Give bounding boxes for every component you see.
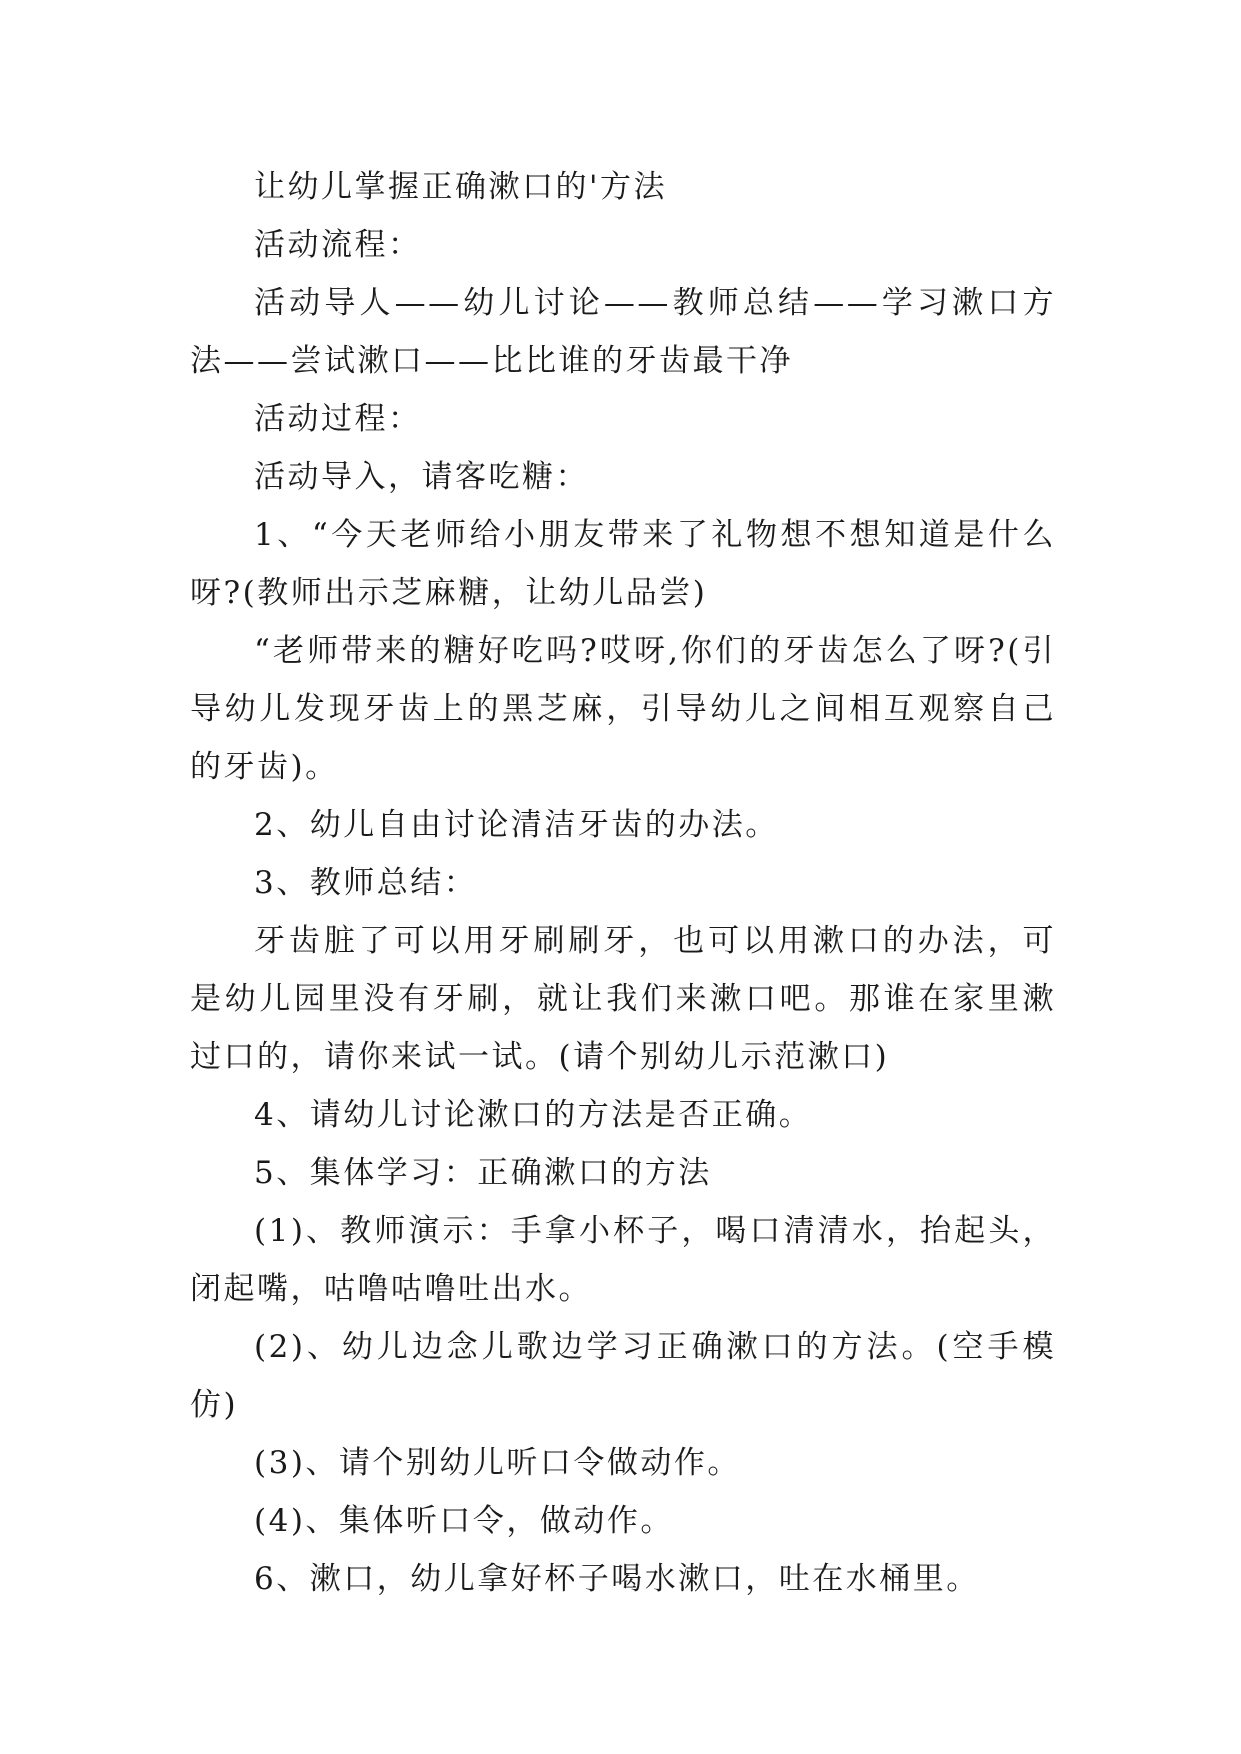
paragraph-objective: 让幼儿掌握正确漱口的'方法 <box>254 169 668 205</box>
paragraph-step-4: 4、请幼儿讨论漱口的方法是否正确。 <box>254 1097 813 1133</box>
paragraph-step-5-4: (4)、集体听口令，做动作。 <box>254 1503 674 1539</box>
paragraph-process-heading: 活动过程： <box>254 401 422 437</box>
paragraph-intro-heading: 活动导入，请客吃糖： <box>254 459 589 495</box>
paragraph-flow: 活动导人——幼儿讨论——教师总结——学习漱口方法——尝试漱口——比比谁的牙齿最干净 <box>190 285 1056 379</box>
document-body <box>190 158 1056 1608</box>
paragraph-step-5-1: (1)、教师演示：手拿小杯子，喝口清清水，抬起头，闭起嘴，咕噜咕噜吐出水。 <box>190 1213 1056 1307</box>
paragraph-step-3-detail: 牙齿脏了可以用牙刷刷牙，也可以用漱口的办法，可是幼儿园里没有牙刷，就让我们来漱口吧。那谁在家里漱过口的，请你来试一试。(请个别幼儿示范漱口) <box>190 923 1056 1075</box>
paragraph-flow-heading: 活动流程： <box>254 227 422 263</box>
paragraph-step-5-2: (2)、幼儿边念儿歌边学习正确漱口的方法。(空手模仿) <box>190 1329 1056 1423</box>
paragraph-step-2: 2、幼儿自由讨论清洁牙齿的办法。 <box>254 807 779 843</box>
paragraph-step-5: 5、集体学习：正确漱口的方法 <box>254 1155 712 1191</box>
paragraph-step-6: 6、漱口，幼儿拿好杯子喝水漱口，吐在水桶里。 <box>254 1561 980 1597</box>
paragraph-step-1-detail: “老师带来的糖好吃吗?哎呀,你们的牙齿怎么了呀?(引导幼儿发现牙齿上的黑芝麻，引导幼儿之间相互观察自己的牙齿)。 <box>190 633 1056 785</box>
paragraph-step-3: 3、教师总结： <box>254 865 478 901</box>
paragraph-step-5-3: (3)、请个别幼儿听口令做动作。 <box>254 1445 741 1481</box>
paragraph-step-1: 1、“今天老师给小朋友带来了礼物想不想知道是什么呀?(教师出示芝麻糖，让幼儿品尝) <box>190 517 1056 611</box>
